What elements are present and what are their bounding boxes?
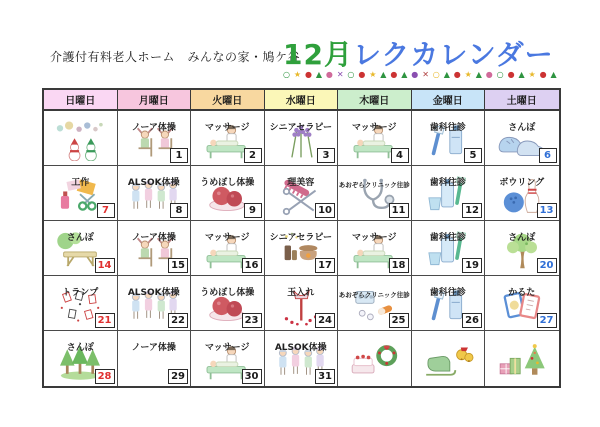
calendar-cell-dec-18 (338, 221, 412, 276)
calendar-cell-dec-15 (118, 221, 192, 276)
page-title (283, 33, 554, 73)
calendar-cell-dec-24 (265, 276, 339, 331)
date-number: 23 (242, 313, 262, 328)
calendar-cell-dec-30 (191, 331, 265, 386)
date-number: 7 (97, 203, 115, 218)
calendar-cell-dec-2 (191, 111, 265, 166)
weekday-header-5: 金曜日 (412, 90, 486, 111)
date-number: 30 (242, 369, 262, 384)
christmas-garland-decoration (283, 71, 557, 79)
activity-label: ノーア体操 (131, 343, 176, 353)
calendar-cell-dec-25 (338, 276, 412, 331)
activity-label: 工作 (71, 178, 90, 188)
date-number: 28 (95, 369, 115, 384)
garland-ornament-icon: ● (485, 70, 493, 79)
activity-label: トランプ (62, 288, 99, 298)
calendar-cell (338, 331, 412, 386)
activity-label: うめぼし体操 (200, 288, 255, 298)
activity-label: マッサージ (205, 233, 250, 243)
date-number: 3 (317, 148, 335, 163)
date-number: 22 (168, 313, 188, 328)
calendar-cell-dec-10 (265, 166, 339, 221)
calendar-cell-dec-28 (44, 331, 118, 386)
calendar-cell-dec-26 (412, 276, 486, 331)
date-number: 11 (389, 203, 409, 218)
date-number: 16 (242, 258, 262, 273)
activity-label: ノーア体操 (131, 233, 176, 243)
garland-ornament-icon: ▲ (380, 70, 387, 79)
weekday-header-6: 土曜日 (485, 90, 559, 111)
activity-label: あおぞらクリニック往診 (338, 181, 410, 189)
date-number: 14 (95, 258, 115, 273)
activity-label: ALSOK体操 (127, 288, 180, 298)
garland-ornament-icon: ▲ (315, 70, 323, 79)
garland-ornament-icon: ● (411, 70, 419, 79)
calendar-cell (485, 331, 559, 386)
garland-ornament-icon: ✕ (336, 70, 344, 79)
calendar-cell-dec-4 (338, 111, 412, 166)
activity-label: ノーア体操 (131, 123, 176, 133)
date-number: 24 (315, 313, 335, 328)
garland-ornament-icon: ○ (496, 70, 504, 79)
activity-label: シニアセラピー (269, 233, 333, 243)
activity-label: あおぞらクリニック往診 (338, 291, 410, 299)
activity-label: ボウリング (499, 178, 545, 188)
garland-ornament-icon: ▲ (443, 70, 450, 79)
date-number: 9 (244, 203, 262, 218)
calendar-cell-dec-17 (265, 221, 339, 276)
activity-label: うめぼし体操 (200, 178, 255, 188)
garland-ornament-icon: ● (453, 70, 461, 79)
activity-label: 理美容 (287, 178, 315, 188)
cake-wreath-icon (346, 342, 402, 382)
garland-ornament-icon: ★ (528, 70, 536, 79)
date-number: 13 (537, 203, 557, 218)
date-number: 27 (537, 313, 557, 328)
calendar-cell-dec-13 (485, 166, 559, 221)
date-number: 8 (170, 203, 188, 218)
garland-ornament-icon: ○ (283, 70, 290, 79)
date-number: 25 (389, 313, 409, 328)
title-text: レクカレンダー (352, 38, 554, 71)
date-number: 31 (315, 369, 335, 384)
weekday-header-4: 木曜日 (338, 90, 412, 111)
activity-label: さんぽ (508, 233, 536, 243)
calendar-cell-dec-16 (191, 221, 265, 276)
activity-label: ALSOK体操 (274, 343, 327, 353)
calendar-cell-dec-20 (485, 221, 559, 276)
garland-ornament-icon: ● (507, 70, 515, 79)
activity-label: 歯科往診 (429, 233, 466, 243)
facility-name: 介護付有料老人ホーム みんなの家・鳩ケ谷 (50, 50, 301, 64)
date-number: 4 (391, 148, 409, 163)
garland-ornament-icon: ● (390, 70, 398, 79)
activity-label: 玉入れ (287, 288, 315, 298)
activity-label: さんぽ (508, 123, 536, 133)
activity-label: ALSOK体操 (127, 178, 180, 188)
activity-label: マッサージ (352, 123, 397, 133)
activity-label: さんぽ (66, 233, 94, 243)
calendar-cell-dec-23 (191, 276, 265, 331)
activity-label: マッサージ (352, 233, 397, 243)
calendar-cell-dec-12 (412, 166, 486, 221)
calendar-cell-dec-27 (485, 276, 559, 331)
garland-ornament-icon: ○ (432, 70, 440, 79)
garland-ornament-icon: ● (325, 70, 333, 79)
activity-label: さんぽ (66, 343, 94, 353)
weekday-header-3: 水曜日 (265, 90, 339, 111)
calendar-cell-dec-31 (265, 331, 339, 386)
weekday-header-2: 火曜日 (191, 90, 265, 111)
calendar-cell-dec-11 (338, 166, 412, 221)
calendar-cell-dec-21 (44, 276, 118, 331)
garland-ornament-icon: ★ (293, 70, 302, 79)
calendar-cell-dec-7 (44, 166, 118, 221)
date-number: 5 (464, 148, 482, 163)
activity-label: マッサージ (205, 123, 250, 133)
snowmen-icon (52, 121, 108, 161)
calendar-cell-dec-14 (44, 221, 118, 276)
date-number: 29 (168, 369, 188, 384)
date-number: 2 (244, 148, 262, 163)
calendar-cell (44, 111, 118, 166)
garland-ornament-icon: ✕ (422, 70, 429, 79)
activity-label: マッサージ (205, 343, 250, 353)
activity-label: 歯科往診 (429, 123, 466, 133)
weekday-header-1: 月曜日 (118, 90, 192, 111)
calendar-cell-dec-29 (118, 331, 192, 386)
garland-ornament-icon: ★ (464, 70, 472, 79)
activity-label: 歯科往診 (429, 288, 466, 298)
date-number: 12 (462, 203, 482, 218)
calendar-grid (42, 88, 561, 388)
garland-ornament-icon: ● (304, 70, 312, 79)
activity-label: 歯科往診 (429, 178, 466, 188)
calendar-cell-dec-3 (265, 111, 339, 166)
date-number: 26 (462, 313, 482, 328)
weekday-header-0: 日曜日 (44, 90, 118, 111)
date-number: 15 (168, 258, 188, 273)
calendar-cell (412, 331, 486, 386)
garland-ornament-icon: ▲ (550, 70, 557, 79)
garland-ornament-icon: ▲ (475, 70, 482, 79)
date-number: 6 (539, 148, 557, 163)
date-number: 10 (315, 203, 335, 218)
calendar-cell-dec-22 (118, 276, 192, 331)
title-month: 12月 (283, 38, 353, 71)
calendar-cell-dec-9 (191, 166, 265, 221)
calendar-cell-dec-5 (412, 111, 486, 166)
date-number: 17 (315, 258, 335, 273)
date-number: 19 (462, 258, 482, 273)
garland-ornament-icon: ● (539, 70, 547, 79)
garland-ornament-icon: ▲ (401, 70, 408, 79)
activity-label: かるた (508, 288, 536, 298)
garland-ornament-icon: ● (358, 70, 366, 79)
gifts-tree-icon (494, 342, 550, 382)
activity-label: シニアセラピー (269, 123, 333, 133)
sleigh-bells-icon (420, 342, 476, 382)
calendar-cell-dec-1 (118, 111, 192, 166)
calendar-cell-dec-6 (485, 111, 559, 166)
garland-ornament-icon: ▲ (518, 70, 525, 79)
date-number: 20 (537, 258, 557, 273)
calendar-cell-dec-8 (118, 166, 192, 221)
date-number: 18 (389, 258, 409, 273)
date-number: 1 (170, 148, 188, 163)
garland-ornament-icon: ★ (369, 70, 377, 79)
garland-ornament-icon: ○ (347, 70, 355, 79)
calendar-cell-dec-19 (412, 221, 486, 276)
date-number: 21 (95, 313, 115, 328)
